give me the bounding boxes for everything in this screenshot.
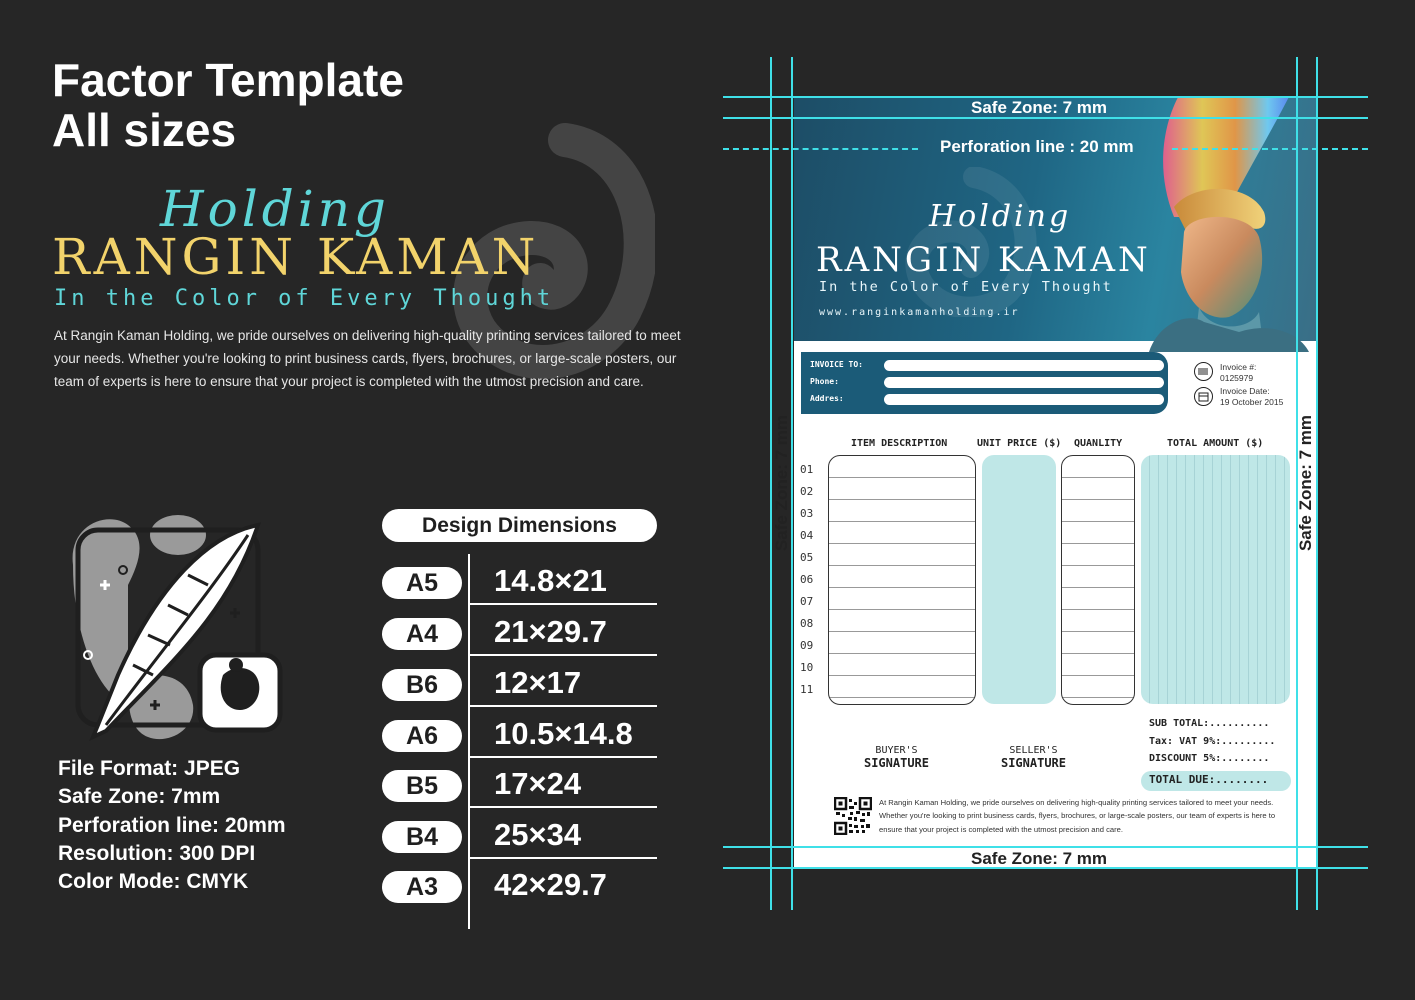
dimension-row <box>382 807 657 858</box>
discount-line: DISCOUNT 5%:........ <box>1149 753 1270 764</box>
row-number: 04 <box>800 529 814 542</box>
safe-zone-right-label: Safe Zone: 7 mm <box>1296 414 1315 552</box>
invoice-tagline: In the Color of Every Thought <box>819 279 1113 295</box>
buyer-signature <box>854 745 939 770</box>
dimension-row <box>382 604 657 655</box>
size-pill: B4 <box>382 821 462 853</box>
size-value: 12×17 <box>494 665 582 700</box>
spec-color-mode: Color Mode: CMYK <box>58 870 249 894</box>
size-pill: B6 <box>382 669 462 701</box>
row-number: 11 <box>800 683 814 696</box>
phone-label: Phone: <box>810 377 839 386</box>
spec-safe-zone: Safe Zone: 7mm <box>58 785 221 809</box>
invoice-website: www.ranginkamanholding.ir <box>819 307 1020 318</box>
row-number: 10 <box>800 661 814 674</box>
size-value: 10.5×14.8 <box>494 716 633 751</box>
qr-code-icon <box>834 797 872 835</box>
row-number: 03 <box>800 507 814 520</box>
size-value: 25×34 <box>494 817 582 852</box>
phone-field[interactable] <box>884 377 1164 388</box>
subtotal-line: SUB TOTAL:.......... <box>1149 718 1270 729</box>
size-pill: B5 <box>382 770 462 802</box>
brand-tagline: In the Color of Every Thought <box>54 286 555 311</box>
column-header-quantity: QUANLITY <box>1074 438 1123 449</box>
dimension-row <box>382 706 657 757</box>
guide-line-bottom-inner <box>723 846 1368 848</box>
quill-ink-icon <box>58 505 288 745</box>
row-number: 07 <box>800 595 814 608</box>
file-specs <box>58 755 286 896</box>
dimension-row <box>382 655 657 706</box>
address-field[interactable] <box>884 394 1164 405</box>
invoice-page <box>794 97 1317 867</box>
dimension-row <box>382 553 657 604</box>
page-title <box>52 55 404 155</box>
size-value: 17×24 <box>494 766 582 801</box>
total-due-line: TOTAL DUE:........ <box>1149 773 1269 786</box>
safe-zone-bottom-label: Safe Zone: 7 mm <box>971 849 1108 868</box>
invoice-to-field[interactable] <box>884 360 1164 371</box>
row-number: 06 <box>800 573 814 586</box>
guide-line-right-outer <box>1316 57 1318 910</box>
design-dimensions-heading: Design Dimensions <box>382 509 657 542</box>
invoice-date-value: 19 October 2015 <box>1220 397 1284 407</box>
seller-signature <box>991 745 1076 770</box>
brand-script-text: Holding <box>160 180 390 238</box>
row-number: 01 <box>800 463 814 476</box>
safe-zone-left-label: Safe Zone: 7 mm <box>772 414 791 552</box>
invoice-number <box>1220 362 1256 384</box>
size-value: 21×29.7 <box>494 614 607 649</box>
safe-zone-top-label: Safe Zone: 7 mm <box>971 98 1108 117</box>
item-description-column[interactable] <box>828 455 976 705</box>
invoice-brand-script: Holding <box>929 199 1072 234</box>
column-header-description: ITEM DESCRIPTION <box>851 438 948 449</box>
invoice-number-value: 0125979 <box>1220 373 1254 383</box>
size-value: 42×29.7 <box>494 867 607 902</box>
column-header-unit-price: UNIT PRICE ($) <box>977 438 1062 449</box>
size-pill: A6 <box>382 720 462 752</box>
column-header-total: TOTAL AMOUNT ($) <box>1167 438 1264 449</box>
dimension-row <box>382 756 657 807</box>
tax-line: Tax: VAT 9%:......... <box>1149 736 1276 747</box>
buyer-signature-label: SIGNATURE <box>863 756 930 770</box>
seller-signature-label: SIGNATURE <box>1000 756 1067 770</box>
title-line-2: All sizes <box>52 104 237 156</box>
unit-price-column[interactable] <box>982 455 1056 704</box>
row-number: 09 <box>800 639 814 652</box>
spec-perforation: Perforation line: 20mm <box>58 813 286 837</box>
quantity-column[interactable] <box>1061 455 1135 705</box>
perforation-label: Perforation line : 20 mm <box>940 137 1134 156</box>
title-line-1: Factor Template <box>52 54 404 106</box>
invoice-to-label: INVOICE TO: <box>810 360 863 369</box>
calendar-icon <box>1194 387 1213 406</box>
spec-file-format: File Format: JPEG <box>58 757 241 780</box>
invoice-date-label: Invoice Date: <box>1220 386 1270 396</box>
invoice-footer-text: At Rangin Kaman Holding, we pride ourselves on delivering high-quality printing services tailored to meet your needs. Whether you're looking to print business cards, flyers, brochures, or large-scale posters, our team of experts is here to ensure that your project is completed with the utmost precision and care. <box>879 798 1276 834</box>
invoice-date <box>1220 386 1283 408</box>
row-number: 08 <box>800 617 814 630</box>
size-pill: A5 <box>382 567 462 599</box>
dimension-row <box>382 857 657 908</box>
size-pill: A3 <box>382 871 462 903</box>
barcode-icon <box>1194 362 1213 381</box>
address-label: Addres: <box>810 394 844 403</box>
company-description: At Rangin Kaman Holding, we pride ourselves on delivering high-quality printing services tailored to meet your needs. Whether you're looking to print business cards, flyers, brochures, or large-scale posters, our team of experts is here to ensure that your project is completed with the utmost precision and care. <box>54 328 681 389</box>
size-value: 14.8×21 <box>494 563 607 598</box>
seller-label: SELLER'S <box>1009 745 1058 756</box>
buyer-label: BUYER'S <box>875 745 918 756</box>
row-number: 05 <box>800 551 814 564</box>
row-number: 02 <box>800 485 814 498</box>
perforation-line-right <box>1172 148 1368 150</box>
customer-info-box <box>801 352 1168 414</box>
invoice-number-label: Invoice #: <box>1220 362 1257 372</box>
perforation-line-left <box>723 148 918 150</box>
spec-resolution: Resolution: 300 DPI <box>58 841 256 865</box>
invoice-brand-name: RANGIN KAMAN <box>816 240 1151 280</box>
size-pill: A4 <box>382 618 462 650</box>
total-amount-column[interactable] <box>1141 455 1290 704</box>
brand-name: RANGIN KAMAN <box>52 228 540 286</box>
